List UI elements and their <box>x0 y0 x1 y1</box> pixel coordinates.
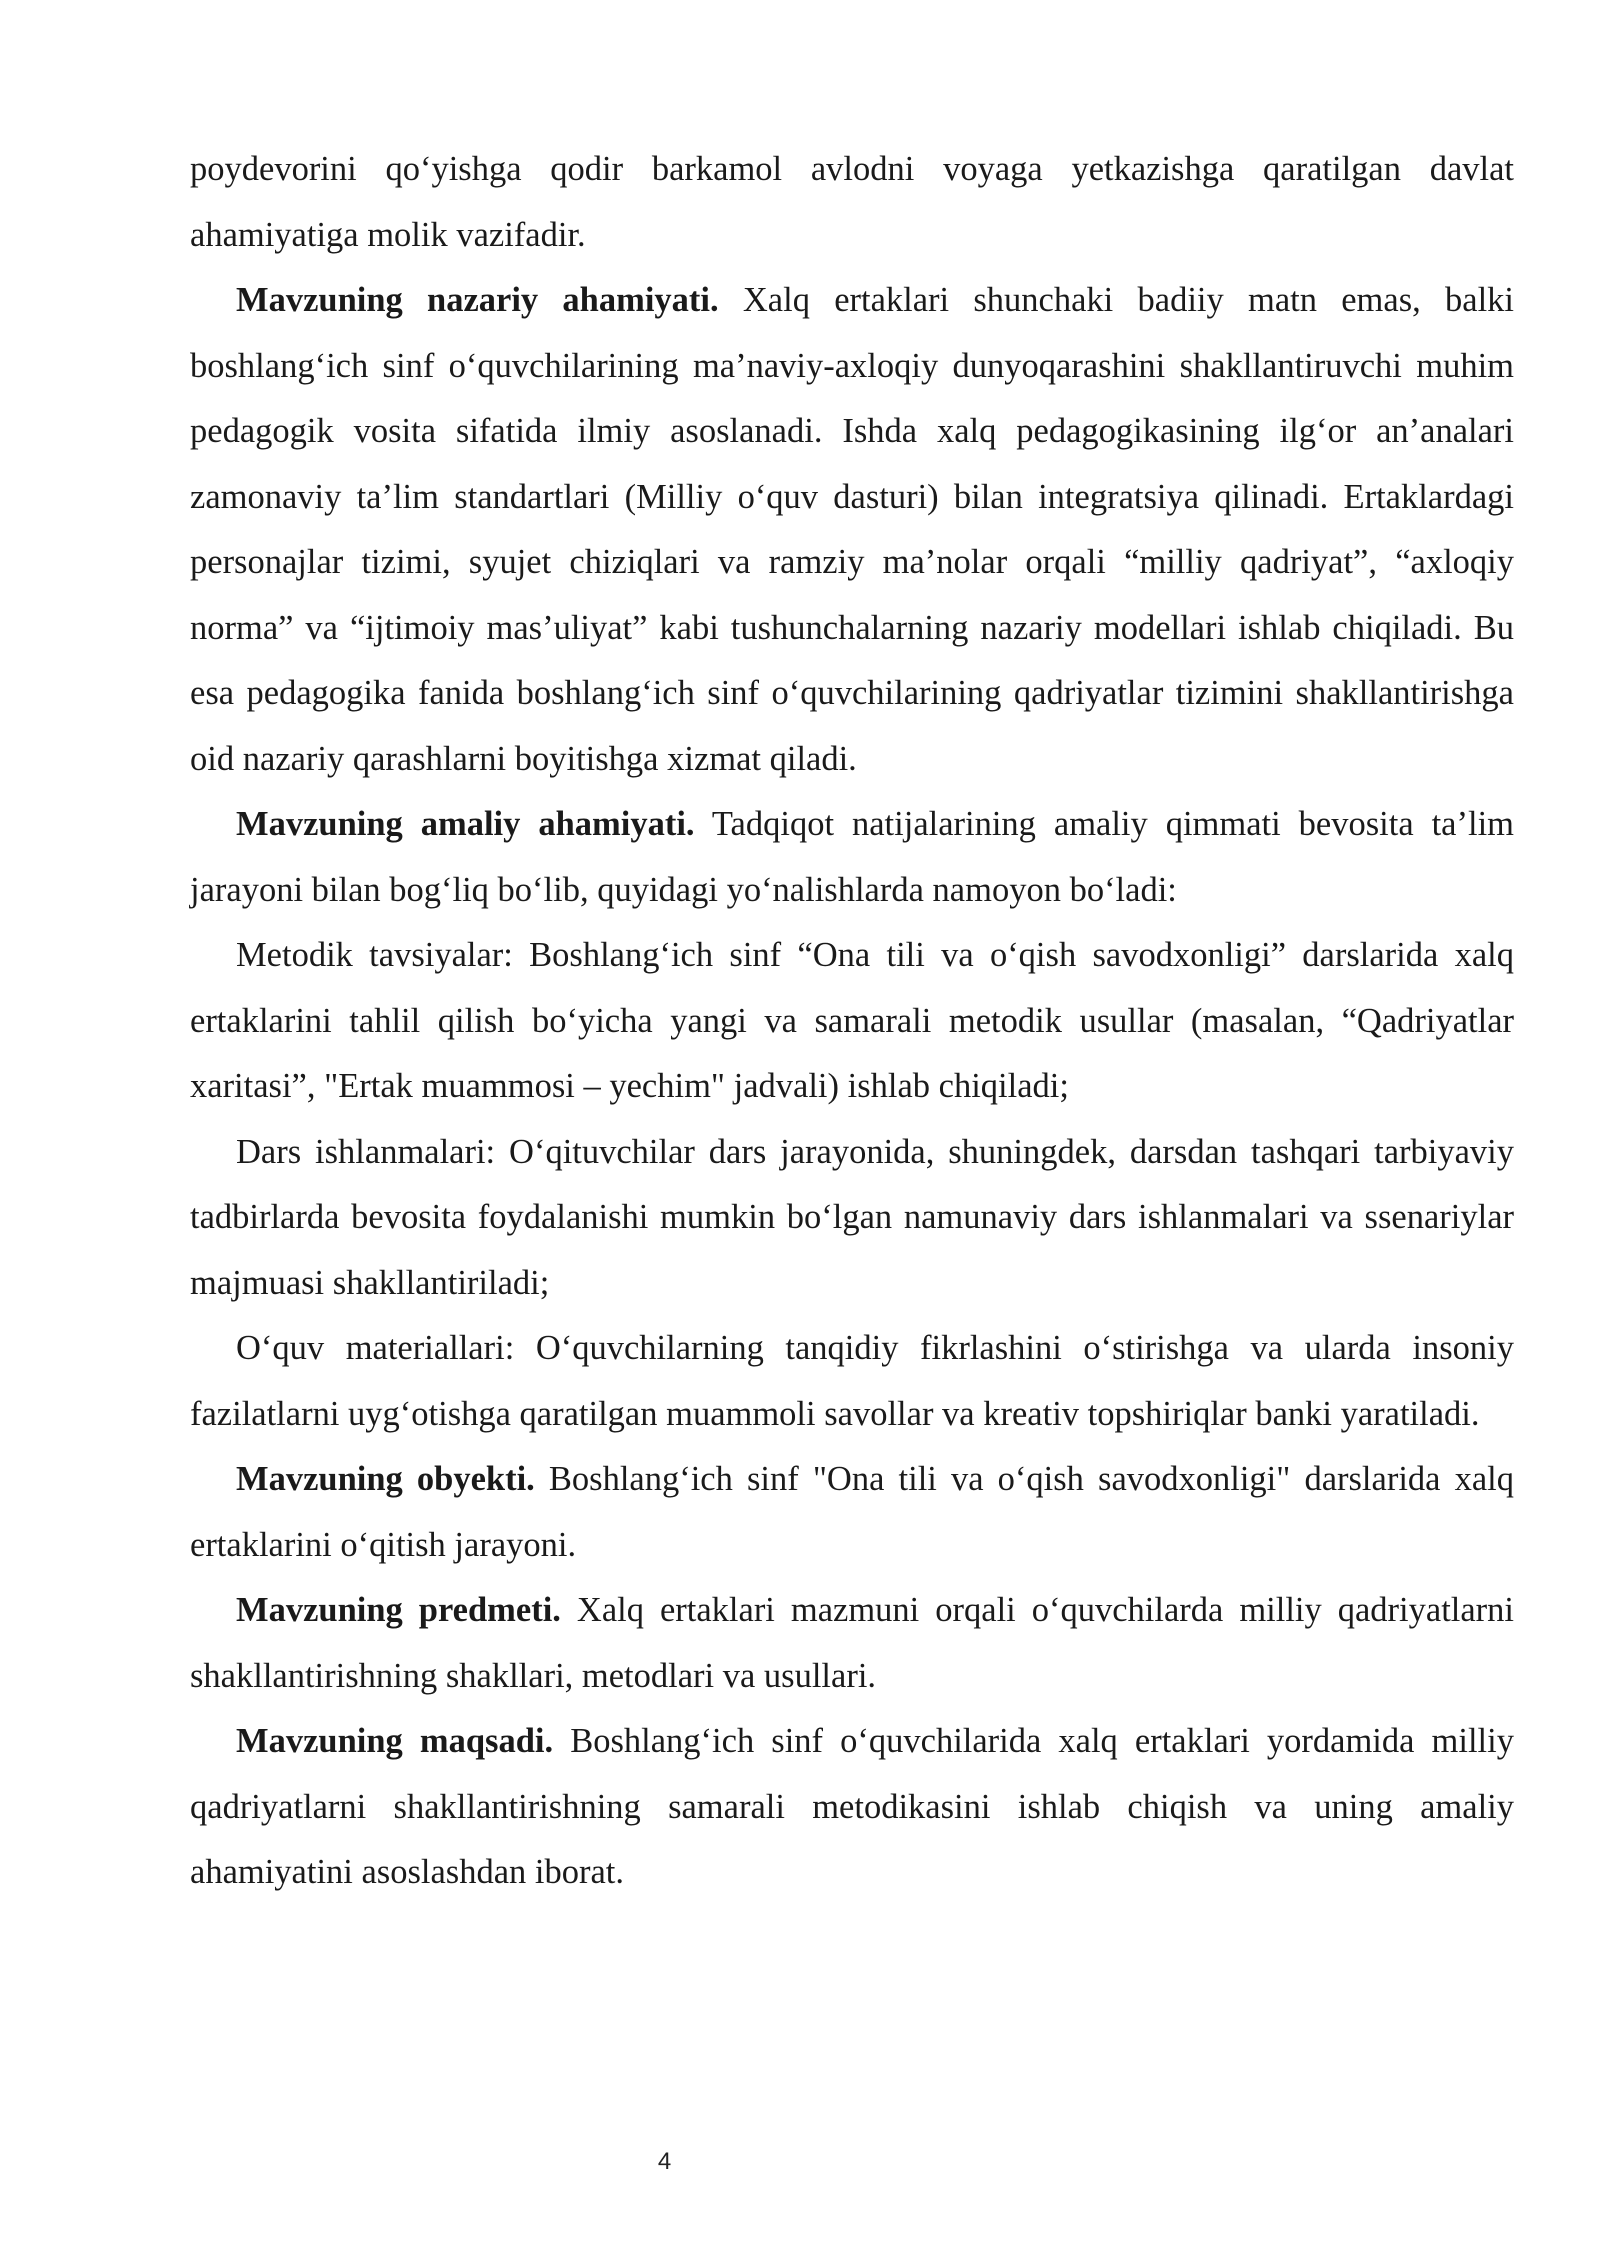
paragraph-heading: Mavzuning nazariy ahamiyati. <box>236 281 719 319</box>
paragraph-subject <box>190 1578 1514 1709</box>
paragraph-continuation <box>190 137 1514 268</box>
paragraph-text: Boshlang‘ich sinf o‘quvchilarida xalq ertaklari yordamida milliy qadriyatlarni shakllantirishning samarali metodikasini ishlab chiqish va uning amaliy ahamiyatini asoslashdan iborat. <box>190 1722 1514 1891</box>
paragraph-text: poydevorini qo‘yishga qodir barkamol avlodni voyaga yetkazishga qaratilgan davlat ahamiyatiga molik vazifadir. <box>190 150 1514 254</box>
paragraph-text: Boshlang‘ich sinf "Ona tili va o‘qish savodxonligi" darslarida xalq ertaklarini o‘qitish jarayoni. <box>190 1460 1514 1564</box>
paragraph-text: O‘quv materiallari: O‘quvchilarning tanqidiy fikrlashini o‘stirishga va ularda insoniy fazilatlarni uyg‘otishga qaratilgan muammoli savollar va kreativ topshiriqlar banki yaratiladi. <box>190 1329 1514 1433</box>
paragraph-heading: Mavzuning amaliy ahamiyati. <box>236 805 695 843</box>
paragraph-methodical-recommendations <box>190 923 1514 1120</box>
page-number: 4 <box>657 2148 672 2175</box>
paragraph-heading: Mavzuning obyekti. <box>236 1460 535 1498</box>
paragraph-text: Xalq ertaklari mazmuni orqali o‘quvchilarda milliy qadriyatlarni shakllantirishning shakllari, metodlari va usullari. <box>190 1591 1514 1695</box>
paragraph-heading: Mavzuning predmeti. <box>236 1591 561 1629</box>
paragraph-lesson-plans <box>190 1120 1514 1317</box>
paragraph-theoretical-significance <box>190 268 1514 792</box>
paragraph-goal <box>190 1709 1514 1906</box>
paragraph-learning-materials <box>190 1316 1514 1447</box>
paragraph-text: Xalq ertaklari shunchaki badiiy matn emas, balki boshlang‘ich sinf o‘quvchilarining ma’naviy-axloqiy dunyoqarashini shakllantiruvchi muhim pedagogik vosita sifatida ilmiy asoslanadi. Ishda xalq pedagogikasining ilg‘or an’analari zamonaviy ta’lim standartlari (Milliy o‘quv dasturi) bilan integratsiya qilinadi. Ertaklardagi personajlar tizimi, syujet chiziqlari va ramziy ma’nolar orqali “milliy qadriyat”, “axloqiy norma” va “ijtimoiy mas’uliyat” kabi tushunchalarning nazariy modellari ishlab chiqiladi. Bu esa pedagogika fanida boshlang‘ich sinf o‘quvchilarining qadriyatlar tizimini shakllantirishga oid nazariy qarashlarni boyitishga xizmat qiladi. <box>190 281 1514 778</box>
paragraph-practical-significance <box>190 792 1514 923</box>
paragraph-object <box>190 1447 1514 1578</box>
paragraph-heading: Mavzuning maqsadi. <box>236 1722 554 1760</box>
paragraph-text: Tadqiqot natijalarining amaliy qimmati bevosita ta’lim jarayoni bilan bog‘liq bo‘lib, quyidagi yo‘nalishlarda namoyon bo‘ladi: <box>190 805 1514 909</box>
paragraph-text: Dars ishlanmalari: O‘qituvchilar dars jarayonida, shuningdek, darsdan tashqari tarbiyaviy tadbirlarda bevosita foydalanishi mumkin bo‘lgan namunaviy dars ishlanmalari va ssenariylar majmuasi shakllantiriladi; <box>190 1132 1514 1302</box>
document-body <box>190 137 1514 1906</box>
paragraph-text: Metodik tavsiyalar: Boshlang‘ich sinf “Ona tili va o‘qish savodxonligi” darslarida xalq ertaklarini tahlil qilish bo‘yicha yangi va samarali metodik usullar (masalan, “Qadriyatlar xaritasi”, "Ertak muammosi – yechim" jadvali) ishlab chiqiladi; <box>190 936 1514 1105</box>
